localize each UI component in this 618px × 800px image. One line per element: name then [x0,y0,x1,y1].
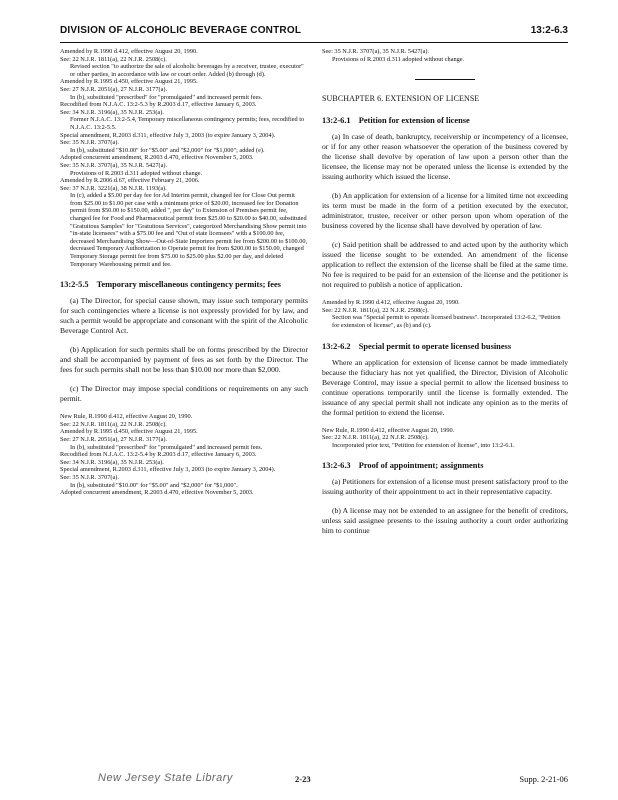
history-line: See: 35 N.J.R. 3707(a). [60,139,119,147]
history-line: See: 35 N.J.R. 3707(a). [60,473,119,481]
section-number: 13:2-6.3 [322,461,351,471]
history-line: Revised section "to authorize the sale of alcoholic beverages by a receiver, trustee, executor" or other parties, in accordance with law or court order. Added (b) through (d). [70,63,304,78]
history-note-top [60,48,308,268]
section-heading-13-2-5-5 [60,280,308,290]
divider [415,79,475,80]
section-number: 13:2-5.5 [60,280,89,290]
history-line: See: 22 N.J.R. 1811(a), 22 N.J.R. 2508(c). [60,420,167,428]
history-line: In (b), substituted "$10.00" for "$5.00" and "$2,000" for "$1,000". [70,481,238,489]
page-number: 2-23 [295,774,311,784]
paragraph: (c) The Director may impose special conditions or requirements on any such permit. [60,384,308,404]
history-line: Former N.J.A.C. 13:2-5.4, Temporary miscellaneous contingency permits; fees, recodified to N.J.A.C. 13:2-5.5. [70,116,305,131]
history-line: Incorporated prior text, "Petition for extension of license", into 13:2-6.1. [332,441,515,449]
history-line: See: 34 N.J.R. 3196(a), 35 N.J.R. 253(a). [60,108,164,116]
history-line: In (b), substituted "$10.00" for "$5.00" and "$2,000" for "$1,000"; added (e). [70,146,265,154]
history-line: New Rule, R.1990 d.412, effective August 20, 1990. [322,426,455,434]
history-line: In (c), added a $5.00 per day fee for Ad Interim permit, changed fee for Close Out permit from $25.00 to $1.00 per case with a minimum price of $20.00, increased fee for Donation permit from $50.00 to $150.00, added ", per day" to Extension of Premises permit fee, changed fee for Food and Pharmaceutical permit from $25.00 to $20.00 to $40.00, substituted "Gratuitous Samples" for "Gratuitous Services", categorized Merchandising Show permit into "in-state licensees" with a $75.00 fee and "Out of state licensees" with a $100.00 fee, decreased Merchandising Show—Out-of-State Importers permit fee from $200.00 to $100.00, decreased Temporary Authorization to Operate permit fee from $200.00 to $150.00, changed Temporary Storage permit fee from $75.00 to $25.00 plus $2.00 per day, and deleted Temporary Warehousing permit and fee. [70,192,308,268]
history-line: See: 34 N.J.R. 3196(a), 35 N.J.R. 253(a). [60,458,164,466]
section-title: Petition for extension of license [358,116,470,126]
history-line: Section was "Special permit to operate licensed business". Incorporated 13:2-6.2, "Petition for extension of license", as (b) and (c). [332,314,561,329]
history-line: See: 22 N.J.R. 1811(a), 22 N.J.R. 2508(c). [322,306,429,314]
history-line: New Rule, R.1990 d.412, effective August 20, 1990. [60,413,193,421]
section-number: 13:2-6.1 [322,116,351,126]
paragraph: (a) In case of death, bankruptcy, receivership or incompetency of a licensee, or if for any other reason whatsoever the operation of the business covered by the license shall devolve by operation of law upon a person other than the licensee, the license may not be operated unless the license is extended by the issuing authority which issued the license. [322,132,568,182]
subchapter-heading: SUBCHAPTER 6. EXTENSION OF LICENSE [322,94,480,104]
history-line: See: 35 N.J.R. 3707(a), 35 N.J.R. 5427(a). [322,48,430,55]
section-heading-13-2-6-2 [322,342,568,352]
history-note [322,299,568,329]
paragraph: (b) An application for extension of a license for a limited time not exceeding its term must be made in the form of a petition executed by the executor, administrator, trustee, receiver or other person upon whom operation of the business covered by the license shall have devolved by operation of law. [322,191,568,231]
history-line: See: 22 N.J.R. 1811(a), 22 N.J.R. 2508(c). [60,55,167,63]
history-line: See: 22 N.J.R. 1811(a), 22 N.J.R. 2508(c). [322,434,429,442]
paragraph: (a) Petitioners for extension of a license must present satisfactory proof to the issuing authority of their appointment to act in their representative capacity. [322,477,568,497]
division-title: DIVISION OF ALCOHOLIC BEVERAGE CONTROL [60,25,302,36]
paragraph: Where an application for extension of license cannot be made immediately because the fiduciary has not yet qualified, the Director, Division of Alcoholic Beverage Control, may issue a special permit to allow the licensed business to continue operations temporarily until the license is formally extended. The issuance of any special permit shall not indicate any opinion as to the merits of the formal petition to extend the license. [322,357,568,417]
section-title: Special permit to operate licensed business [358,341,512,351]
paragraph: (b) Application for such permits shall be on forms prescribed by the Director and shall be accompanied by payment of fees as set forth by the Director. The fees for such permits shall not be less than $10.00 nor more than $2,000. [60,345,308,375]
history-line: See: 37 N.J.R. 3221(a), 38 N.J.R. 1193(a). [60,184,167,192]
history-line: Amended by R.1995 d.450, effective August 21, 1995. [60,78,198,86]
library-watermark: New Jersey State Library [98,772,233,784]
history-line: In (b), substituted "prescribed" for "promulgated" and increased permit fees. [70,443,263,451]
section-title: Proof of appointment; assignments [358,461,484,471]
paragraph: (b) A license may not be extended to an assignee for the benefit of creditors, unless said assignee presents to the issuing authority a court order authorizing him to continue [322,506,568,536]
paragraph: (c) Said petition shall be addressed to and acted upon by the authority which issued the license sought to be extended. An amendment of the license application to reflect the extension of the license shall be filed at the same time. No fee is required to be paid for an extension of the license and the petitioner is not required to publish a notice of application. [322,240,568,290]
history-line: Adopted concurrent amendment, R.2003 d.470, effective November 5, 2003. [60,154,254,162]
history-line: Provisions of R.2003 d.311 adopted without change. [70,169,203,177]
supplement-date: Supp. 2-21-06 [519,774,568,784]
right-column [322,48,568,545]
history-note-top [322,48,568,63]
page-footer [60,772,568,786]
section-title: Temporary miscellaneous contingency permits; fees [96,280,281,290]
history-line: Amended by R.1995 d.450, effective August 21, 1995. [60,428,198,436]
history-line: Special amendment, R.2003 d.311, effective July 3, 2003 (to expire January 3, 2004). [60,466,276,474]
history-line: Amended by R.2006 d.67, effective February 21, 2006. [60,177,200,185]
history-line: See: 35 N.J.R. 3707(a), 35 N.J.R. 5427(a). [60,161,168,169]
history-line: See: 27 N.J.R. 2051(a), 27 N.J.R. 3177(a). [60,85,168,93]
history-line: Special amendment, R.2003 d.311, effective July 3, 2003 (to expire January 3, 2004). [60,131,276,139]
history-line: Amended by R.1990 d.412, effective August 20, 1990. [322,299,460,307]
paragraph: (a) The Director, for special cause shown, may issue such temporary permits for such contingencies where a license is not expressly provided for by law, and such a permit would be appropriate and consonant with the spirit of the Alcoholic Beverage Control Act. [60,296,308,336]
history-line: Amended by R.1990 d.412, effective August 20, 1990. [60,48,198,55]
left-column [60,48,308,497]
history-line: In (b), substituted "prescribed" for "promulgated" and increased permit fees. [70,93,263,101]
history-line: Provisions of R.2003 d.311 adopted without change. [332,55,465,63]
history-note [322,427,568,450]
section-heading-13-2-6-3 [322,461,568,471]
history-line: See: 27 N.J.R. 2051(a), 27 N.J.R. 3177(a). [60,436,168,443]
section-number: 13:2-6.2 [322,341,351,351]
history-line: Recodified from N.J.A.C. 13:2-5.4 by R.2003 d.17, effective January 6, 2003. [60,451,257,459]
section-reference: 13:2-6.3 [530,25,568,36]
section-heading-13-2-6-1 [322,116,568,126]
running-header [60,20,568,43]
history-line: Recodified from N.J.A.C. 13:2-5.3 by R.2003 d.17, effective January 6, 2003. [60,101,257,109]
history-note-bottom [60,413,308,497]
history-line: Adopted concurrent amendment, R.2003 d.470, effective November 5, 2003. [60,489,254,497]
